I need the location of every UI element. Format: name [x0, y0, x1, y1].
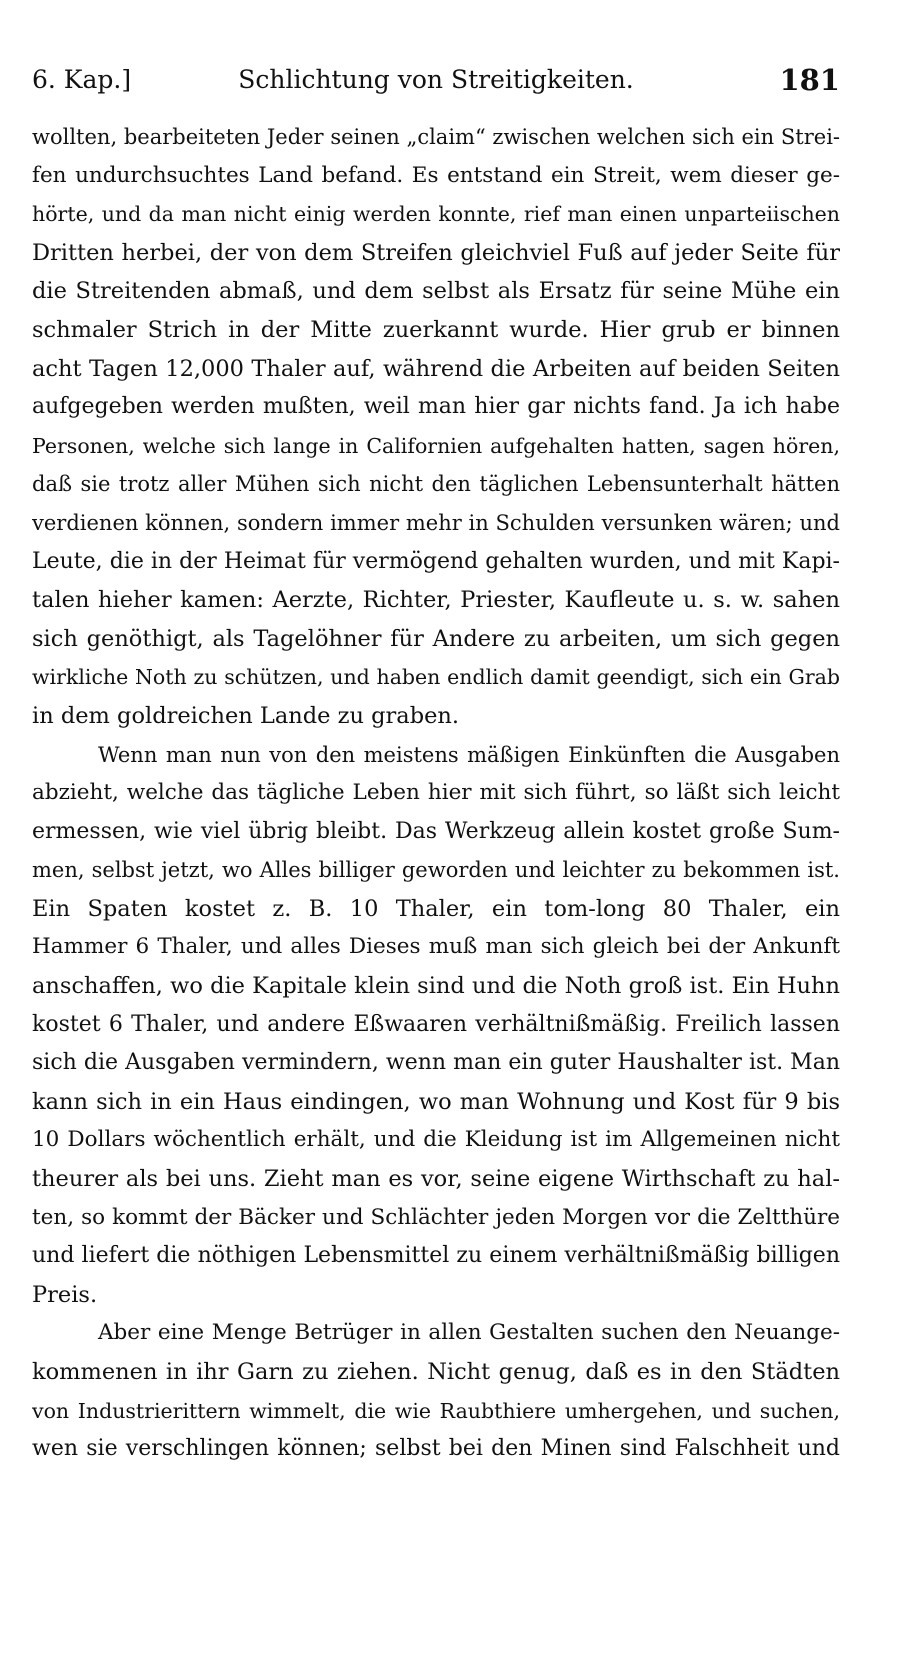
text-line: 10 Dollars wöchentlich erhält, und die Kleidung ist im Allgemeinen nicht	[32, 1127, 840, 1153]
running-title: Schlichtung von Streitigkeiten.	[238, 65, 634, 94]
text-line: ten, so kommt der Bäcker und Schlächter jeden Morgen vor die Zeltthüre	[32, 1204, 840, 1230]
paragraph-end-line: in dem goldreichen Lande zu graben.	[32, 702, 460, 729]
text-line: hörte, und da man nicht einig werden konnte, rief man einen unparteiischen	[32, 202, 840, 227]
text-line: Dritten herbei, der von dem Streifen gleichviel Fuß auf jeder Seite für	[32, 239, 840, 266]
paragraph-start-line: Wenn man nun von den meistens mäßigen Einkünften die Ausgaben	[98, 742, 840, 767]
text-line: theurer als bei uns. Zieht man es vor, seine eigene Wirthschaft zu hal-	[32, 1166, 840, 1193]
text-line: schmaler Strich in der Mitte zuerkannt wurde. Hier grub er binnen	[32, 316, 840, 343]
text-line: Ein Spaten kostet z. B. 10 Thaler, ein tom-long 80 Thaler, ein	[32, 895, 840, 922]
text-line: fen undurchsuchtes Land befand. Es entstand ein Streit, wem dieser ge-	[32, 162, 840, 188]
text-line: abzieht, welche das tägliche Leben hier mit sich führt, so läßt sich leicht	[32, 780, 840, 806]
text-line: wirkliche Noth zu schützen, und haben endlich damit geendigt, sich ein Grab	[32, 665, 840, 690]
text-line: anschaffen, wo die Kapitale klein sind und die Noth groß ist. Ein Huhn	[32, 973, 840, 1000]
paragraph-end-line: Preis.	[32, 1281, 98, 1308]
text-line: von Industrierittern wimmelt, die wie Raubthiere umhergehen, und suchen,	[32, 1398, 840, 1423]
text-line: acht Tagen 12,000 Thaler auf, während die Arbeiten auf beiden Seiten	[32, 355, 840, 382]
body-text	[32, 118, 840, 1469]
text-line: sich genöthigt, als Tagelöhner für Andere zu arbeiten, um sich gegen	[32, 625, 840, 652]
text-line: men, selbst jetzt, wo Alles billiger geworden und leichter zu bekommen ist.	[32, 858, 840, 883]
text-line: kann sich in ein Haus eindingen, wo man Wohnung und Kost für 9 bis	[32, 1088, 840, 1115]
text-line: die Streitenden abmaß, und dem selbst als Ersatz für seine Mühe ein	[32, 278, 840, 305]
text-line: Leute, die in der Heimat für vermögend gehalten wurden, und mit Kapi-	[32, 548, 840, 574]
page-number: 181	[779, 63, 840, 97]
running-header	[32, 60, 840, 100]
text-line: Hammer 6 Thaler, und alles Dieses muß man sich gleich bei der Ankunft	[32, 934, 840, 960]
text-line: aufgegeben werden mußten, weil man hier gar nichts fand. Ja ich habe	[32, 394, 840, 420]
text-line: und liefert die nöthigen Lebensmittel zu einem verhältnißmäßig billigen	[32, 1243, 840, 1269]
text-line: talen hieher kamen: Aerzte, Richter, Priester, Kaufleute u. s. w. sahen	[32, 587, 840, 614]
text-line: sich die Ausgaben vermindern, wenn man ein guter Haushalter ist. Man	[32, 1050, 840, 1076]
text-line: wen sie verschlingen können; selbst bei den Minen sind Falschheit und	[32, 1436, 840, 1462]
text-line: verdienen können, sondern immer mehr in Schulden versunken wären; und	[32, 510, 840, 535]
text-line: kommenen in ihr Garn zu ziehen. Nicht genug, daß es in den Städten	[32, 1359, 840, 1385]
text-line: daß sie trotz aller Mühen sich nicht den täglichen Lebensunterhalt hätten	[32, 472, 840, 497]
text-line: kostet 6 Thaler, und andere Eßwaaren verhältnißmäßig. Freilich lassen	[32, 1011, 840, 1037]
text-line: wollten, bearbeiteten Jeder seinen „claim“ zwischen welchen sich ein Strei-	[32, 125, 840, 149]
text-line: Personen, welche sich lange in Californien aufgehalten hatten, sagen hören,	[32, 433, 840, 458]
chapter-marker: 6. Kap.]	[32, 65, 132, 94]
text-line: ermessen, wie viel übrig bleibt. Das Werkzeug allein kostet große Sum-	[32, 818, 840, 844]
paragraph-start-line: Aber eine Menge Betrüger in allen Gestalten suchen den Neuange-	[98, 1320, 840, 1346]
